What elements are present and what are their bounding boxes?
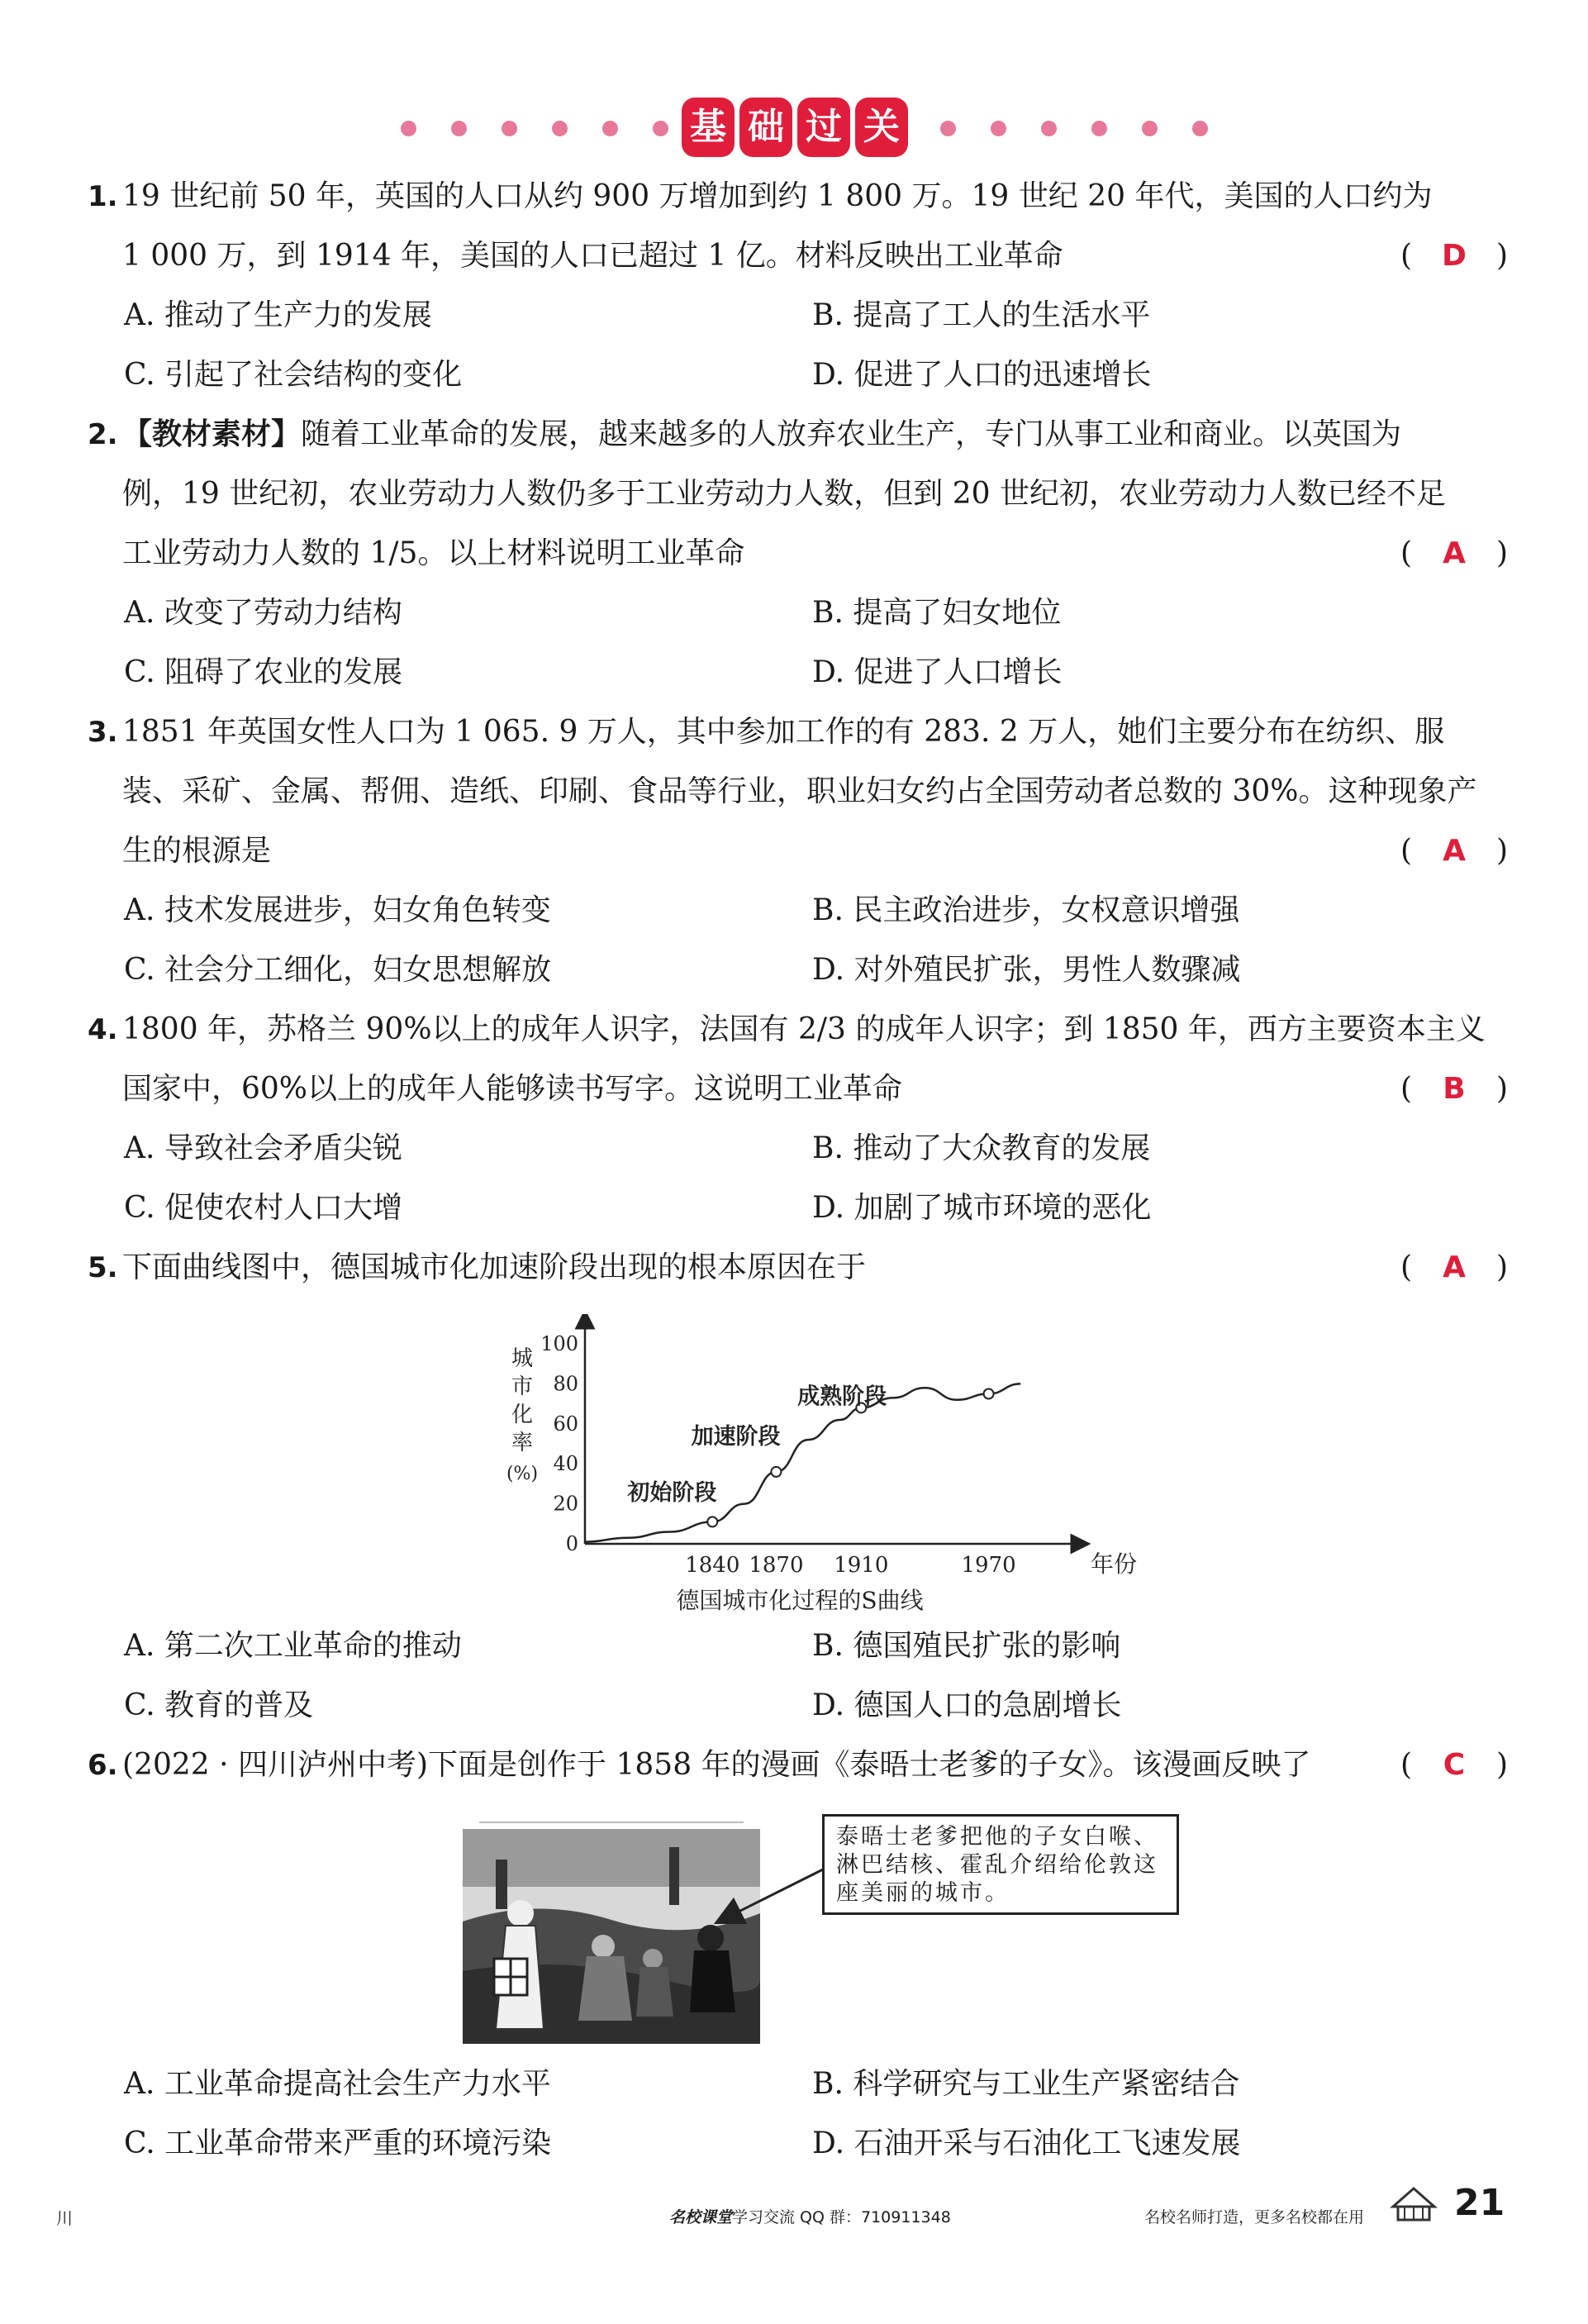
x-tick-label: 1840 <box>685 1553 740 1578</box>
chart-title: 德国城市化过程的S曲线 <box>676 1587 924 1612</box>
decor-dot <box>1091 121 1107 136</box>
question-5 <box>0 1241 1588 1294</box>
question-stem: 1851 年英国女性人口为 1 065. 9 万人，其中参加工作的有 283. 2 万人，她们主要分布在纺织、服 <box>122 715 1445 749</box>
y-tick-label: 20 <box>553 1492 578 1516</box>
footer-qq-group <box>669 2205 951 2227</box>
title-char: 础 <box>739 98 792 157</box>
option-b: B. 提高了妇女地位 <box>812 596 1062 630</box>
question-stem <box>122 408 1401 461</box>
question-stem: (2022 · 四川泸州中考)下面是创作于 1858 年的漫画《泰晤士老爹的子女》。该漫画反映了 <box>122 1748 1311 1782</box>
section-banner <box>0 98 1588 164</box>
y-axis-label-unit: (%) <box>506 1464 539 1484</box>
y-axis-label-char: 化 <box>511 1402 534 1427</box>
option-a: A. 技术发展进步，妇女角色转变 <box>124 893 551 927</box>
question-number: 6. <box>88 1749 118 1782</box>
answer-letter: A <box>1443 536 1466 570</box>
options-row <box>0 884 1588 937</box>
options-row <box>0 289 1588 342</box>
stage-label: 成熟阶段 <box>797 1383 887 1410</box>
chart-svg <box>487 1314 1140 1612</box>
options-row <box>0 349 1588 402</box>
question-number: 3. <box>88 716 118 749</box>
question-1-line-2 <box>0 230 1588 283</box>
footer-region-label: 川 <box>56 2208 73 2228</box>
banner-dots-right <box>940 121 1208 136</box>
option-d: D. 促进了人口增长 <box>812 655 1063 689</box>
answer-bracket: ( B ) <box>1400 1063 1508 1116</box>
question-1 <box>0 170 1588 223</box>
option-b: B. 民主政治进步，女权意识增强 <box>812 893 1240 927</box>
y-tick-label: 0 <box>565 1532 578 1555</box>
answer-bracket: ( C ) <box>1400 1739 1508 1792</box>
option-d: D. 加剧了城市环境的恶化 <box>812 1191 1152 1225</box>
option-d: D. 促进了人口的迅速增长 <box>812 358 1152 392</box>
decor-dot <box>401 121 416 136</box>
answer-bracket: ( A ) <box>1400 825 1508 878</box>
options-row <box>0 1182 1588 1235</box>
options-row <box>0 2058 1588 2111</box>
decor-dot <box>653 121 668 136</box>
publisher-logo-icon <box>1388 2182 1439 2226</box>
answer-letter: C <box>1443 1748 1466 1782</box>
x-tick-label: 1910 <box>834 1553 889 1578</box>
question-3-line-2 <box>0 765 1588 818</box>
answer-bracket: ( A ) <box>1400 527 1508 580</box>
options-row <box>0 646 1588 699</box>
decor-dot <box>502 121 517 136</box>
question-number: 1. <box>88 180 118 213</box>
y-axis-label-char: 市 <box>511 1374 534 1399</box>
footer-brand: 名校课堂 <box>669 2208 733 2226</box>
page-number: 21 <box>1454 2182 1505 2224</box>
option-a: A. 推动了生产力的发展 <box>124 298 432 332</box>
question-stem-text: 随着工业革命的发展，越来越多的人放弃农业生产，专门从事工业和商业。以英国为 <box>301 417 1402 451</box>
option-b: B. 科学研究与工业生产紧密结合 <box>812 2067 1240 2101</box>
y-tick-label: 80 <box>553 1372 578 1396</box>
decor-dot <box>451 121 467 136</box>
decor-dot <box>602 121 618 136</box>
question-number: 4. <box>88 1013 118 1046</box>
question-stem: 装、采矿、金属、帮佣、造纸、印刷、食品等行业，职业妇女约占全国劳动者总数的 30%。这种现象产 <box>122 774 1477 808</box>
x-tick-label: 1970 <box>961 1553 1016 1578</box>
y-tick-label: 40 <box>553 1452 578 1476</box>
option-d: D. 对外殖民扩张，男性人数骤减 <box>812 953 1241 987</box>
callout-arrow <box>711 1835 830 1934</box>
option-d: D. 德国人口的急剧增长 <box>812 1688 1122 1722</box>
options-row <box>0 2117 1588 2170</box>
options-row <box>0 587 1588 640</box>
option-c: C. 社会分工细化，妇女思想解放 <box>124 953 552 987</box>
option-a: A. 导致社会矛盾尖锐 <box>124 1131 402 1165</box>
option-c: C. 阻碍了农业的发展 <box>124 655 403 689</box>
option-b: B. 推动了大众教育的发展 <box>812 1131 1151 1165</box>
option-c: C. 促使农村人口大增 <box>124 1191 403 1225</box>
cartoon-caption-box: 泰晤士老爹把他的子女白喉、淋巴结核、霍乱介绍给伦敦这座美丽的城市。 <box>822 1814 1179 1915</box>
option-a: A. 改变了劳动力结构 <box>124 596 402 630</box>
footer-qq-text: 学习交流 QQ 群：710911348 <box>732 2208 951 2226</box>
options-row <box>0 1122 1588 1175</box>
question-3-line-3 <box>0 825 1588 878</box>
stage-label: 初始阶段 <box>627 1479 717 1506</box>
answer-letter: B <box>1443 1072 1466 1106</box>
y-axis-label-char: 率 <box>511 1431 534 1455</box>
x-axis-label: 年份 <box>1090 1550 1138 1578</box>
question-6 <box>0 1739 1588 1792</box>
decor-dot <box>940 121 956 136</box>
option-c: C. 引起了社会结构的变化 <box>124 358 463 392</box>
banner-dots-left <box>401 121 668 136</box>
question-stem: 工业劳动力人数的 1/5。以上材料说明工业革命 <box>122 536 745 570</box>
question-2-line-3 <box>0 527 1588 580</box>
options-row <box>0 944 1588 997</box>
option-b: B. 德国殖民扩张的影响 <box>812 1629 1121 1663</box>
section-title <box>682 98 908 157</box>
decor-dot <box>1041 121 1057 136</box>
question-number: 5. <box>88 1251 118 1284</box>
answer-bracket: ( D ) <box>1400 230 1508 283</box>
option-b: B. 提高了工人的生活水平 <box>812 298 1151 332</box>
title-char: 关 <box>855 98 908 157</box>
title-char: 过 <box>797 98 850 157</box>
decor-dot <box>1142 121 1158 136</box>
option-c: C. 工业革命带来严重的环境污染 <box>124 2126 552 2160</box>
answer-letter: A <box>1443 1250 1466 1284</box>
y-tick-label: 100 <box>540 1332 578 1355</box>
option-a: A. 第二次工业革命的推动 <box>124 1629 462 1663</box>
footer-slogan: 名校名师打造，更多名校都在用 <box>1144 2208 1365 2226</box>
question-stem: 生的根源是 <box>122 834 272 868</box>
question-stem: 1800 年，苏格兰 90%以上的成年人识字，法国有 2/3 的成年人识字；到 1850 年，西方主要资本主义 <box>122 1012 1486 1046</box>
stage-point <box>771 1467 781 1477</box>
answer-letter: D <box>1442 239 1467 273</box>
stage-point <box>707 1517 717 1526</box>
option-c: C. 教育的普及 <box>124 1688 314 1722</box>
question-2 <box>0 408 1588 461</box>
option-a: A. 工业革命提高社会生产力水平 <box>124 2067 551 2101</box>
stage-label: 加速阶段 <box>691 1424 781 1450</box>
question-3 <box>0 706 1588 759</box>
question-stem: 国家中，60%以上的成年人能够读书写字。这说明工业革命 <box>122 1072 903 1106</box>
urbanization-chart <box>487 1314 1140 1612</box>
question-stem: 下面曲线图中，德国城市化加速阶段出现的根本原因在于 <box>122 1250 867 1284</box>
options-row <box>0 1620 1588 1673</box>
decor-dot <box>991 121 1006 136</box>
answer-letter: A <box>1443 834 1466 868</box>
title-char: 基 <box>682 98 735 157</box>
x-tick-label: 1870 <box>749 1553 804 1578</box>
question-stem: 例，19 世纪初，农业劳动力人数仍多于工业劳动力人数，但到 20 世纪初，农业劳动力人数已经不足 <box>122 477 1446 511</box>
question-4 <box>0 1003 1588 1056</box>
option-d: D. 石油开采与石油化工飞速发展 <box>812 2126 1241 2160</box>
question-stem: 19 世纪前 50 年，英国的人口从约 900 万增加到约 1 800 万。19 世纪 20 年代，美国的人口约为 <box>122 179 1433 213</box>
y-tick-label: 60 <box>553 1412 578 1436</box>
question-2-line-2 <box>0 468 1588 521</box>
options-row <box>0 1679 1588 1732</box>
y-axis-label-char: 城 <box>511 1346 534 1371</box>
question-number: 2. <box>88 418 118 451</box>
decor-dot <box>552 121 568 136</box>
answer-bracket: ( A ) <box>1400 1241 1508 1294</box>
decor-dot <box>1192 121 1208 136</box>
stage-point <box>984 1389 994 1399</box>
material-tag: 【教材素材】 <box>122 417 302 451</box>
question-stem: 1 000 万，到 1914 年，美国的人口已超过 1 亿。材料反映出工业革命 <box>122 239 1063 273</box>
question-4-line-2 <box>0 1063 1588 1116</box>
